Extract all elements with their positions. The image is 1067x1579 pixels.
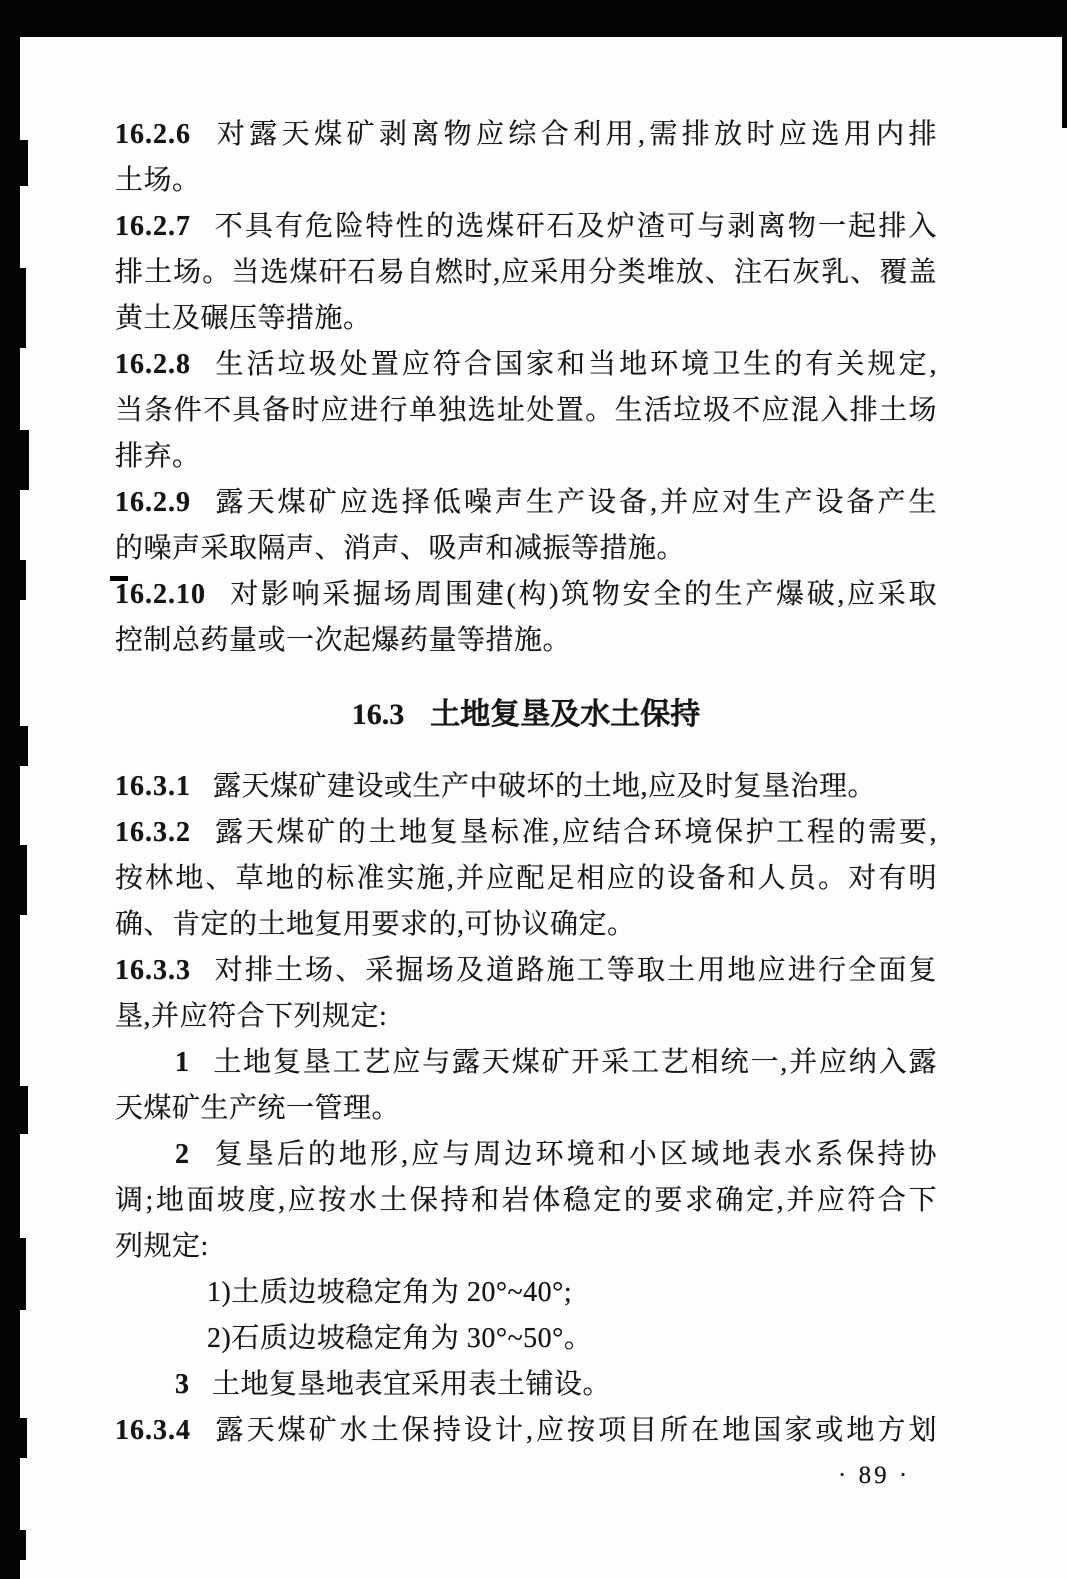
scan-artifact [20, 845, 27, 915]
clause-number: 16.2.8 [115, 349, 191, 380]
clause-text: 排弃。 [115, 441, 201, 472]
clause-text: 露天煤矿水土保持设计,应按项目所在地国家或地方划 [213, 1415, 937, 1446]
text-line [115, 1408, 937, 1454]
text-line [115, 810, 937, 856]
page-number: · 89 · [838, 1462, 911, 1489]
text-line [115, 526, 937, 572]
clause-text: 1)土质边坡稳定角为 20°~40°; [207, 1277, 573, 1308]
clause-text: 土地复垦地表宜采用表土铺设。 [212, 1369, 612, 1400]
section-heading [115, 692, 937, 738]
text-line [115, 572, 937, 618]
text-line [115, 948, 937, 994]
clause-number: 16.2.6 [115, 119, 191, 150]
clause-text: 复垦后的地形,应与周边环境和小区域地表水系保持协 [212, 1139, 937, 1170]
scan-border-right [1062, 0, 1067, 128]
scan-artifact [20, 1530, 26, 1560]
clause-text: 露天煤矿应选择低噪声生产设备,并应对生产设备产生 [213, 487, 937, 518]
clause-number: 16.3.4 [115, 1415, 191, 1446]
clause-text: 黄土及碾压等措施。 [115, 303, 372, 334]
clause-text: 天煤矿生产统一管理。 [115, 1093, 401, 1124]
text-line [115, 902, 937, 948]
clause-text: 生活垃圾处置应符合国家和当地环境卫生的有关规定, [213, 349, 937, 380]
clause-text: 的噪声采取隔声、消声、吸声和减振等措施。 [115, 533, 686, 564]
clause-text: 对露天煤矿剥离物应综合利用,需排放时应选用内排 [213, 119, 937, 150]
clause-text: 土地复垦工艺应与露天煤矿开采工艺相统一,并应纳入露 [212, 1047, 937, 1078]
document-body [115, 112, 937, 1454]
scan-artifact [20, 1418, 27, 1458]
clause-text: 列规定: [115, 1231, 209, 1262]
text-line [115, 994, 937, 1040]
text-line [115, 1040, 937, 1086]
clause-text: 2)石质边坡稳定角为 30°~50°。 [207, 1323, 593, 1354]
clause-text: 调;地面坡度,应按水土保持和岩体稳定的要求确定,并应符合下 [115, 1185, 937, 1216]
text-line [115, 1224, 937, 1270]
clause-number: 1 [175, 1047, 190, 1078]
section-title: 土地复垦及水土保持 [430, 698, 701, 731]
scan-artifact [20, 1238, 26, 1310]
clause-text: 控制总药量或一次起爆药量等措施。 [115, 625, 572, 656]
text-line [115, 1270, 937, 1316]
clause-text: 露天煤矿的土地复垦标准,应结合环境保护工程的需要, [213, 817, 937, 848]
text-line [115, 1316, 937, 1362]
text-line [115, 388, 937, 434]
scan-artifact [20, 268, 26, 348]
clause-text: 露天煤矿建设或生产中破坏的土地,应及时复垦治理。 [213, 771, 877, 802]
clause-number: 3 [175, 1369, 190, 1400]
clause-number: 16.3.1 [115, 771, 191, 802]
text-line [115, 204, 937, 250]
clause-number: 16.2.10 [115, 579, 206, 610]
text-line [115, 112, 937, 158]
clause-number: 2 [175, 1139, 190, 1170]
scan-artifact [20, 560, 26, 600]
clause-text: 当条件不具备时应进行单独选址处置。生活垃圾不应混入排土场 [115, 395, 937, 426]
text-line [115, 1132, 937, 1178]
scan-border-left [0, 0, 20, 1579]
text-line [115, 856, 937, 902]
clause-text: 对排土场、采掘场及道路施工等取土用地应进行全面复 [213, 955, 937, 986]
text-line [115, 1362, 937, 1408]
clause-number: 16.2.9 [115, 487, 191, 518]
text-line [115, 434, 937, 480]
text-line [115, 1178, 937, 1224]
text-line [115, 342, 937, 388]
text-line [115, 618, 937, 664]
clause-text: 按林地、草地的标准实施,并应配足相应的设备和人员。对有明 [115, 863, 937, 894]
clause-number: 16.3.2 [115, 817, 191, 848]
section-number: 16.3 [351, 698, 405, 731]
clause-number: 16.2.7 [115, 211, 191, 242]
clause-text: 对影响采掘场周围建(构)筑物安全的生产爆破,应采取 [228, 579, 937, 610]
clause-text: 垦,并应符合下列规定: [115, 1001, 388, 1032]
clause-number: 16.3.3 [115, 955, 191, 986]
text-line [115, 296, 937, 342]
clause-text: 确、肯定的土地复用要求的,可协议确定。 [115, 909, 636, 940]
scan-artifact [20, 726, 28, 766]
text-line [115, 1086, 937, 1132]
text-line [115, 764, 937, 810]
clause-text: 土场。 [115, 165, 201, 196]
clause-text: 排土场。当选煤矸石易自燃时,应采用分类堆放、注石灰乳、覆盖 [115, 257, 937, 288]
scan-artifact [20, 140, 28, 186]
text-line [115, 480, 937, 526]
text-line [115, 250, 937, 296]
scan-border-top [0, 0, 1067, 37]
scan-artifact [20, 430, 29, 490]
scan-artifact [20, 1086, 28, 1134]
clause-text: 不具有危险特性的选煤矸石及炉渣可与剥离物一起排入 [213, 211, 937, 242]
text-line [115, 158, 937, 204]
